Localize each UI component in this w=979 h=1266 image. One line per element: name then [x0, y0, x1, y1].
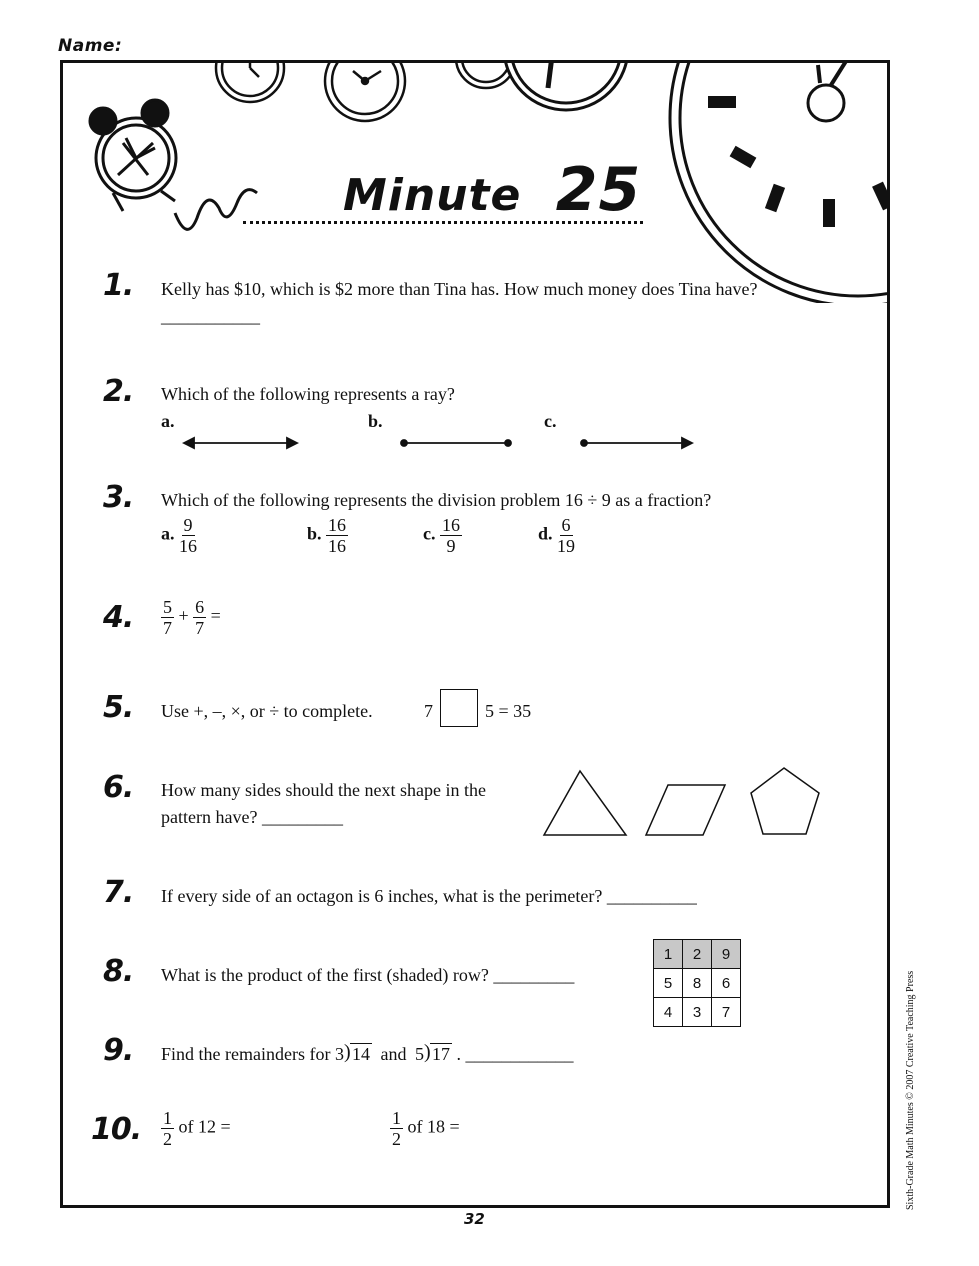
title-word: Minute	[343, 170, 522, 221]
q5-answer-box[interactable]	[440, 689, 478, 727]
q1-text	[161, 276, 881, 330]
q10-den2: 2	[392, 1129, 401, 1149]
worksheet-frame	[60, 60, 890, 1208]
q4-operator: +	[178, 605, 189, 626]
q3-option-d[interactable]	[538, 515, 575, 556]
q3-option-c[interactable]	[423, 515, 462, 556]
q6-number: 6.	[103, 770, 134, 805]
q10-part-a[interactable]	[161, 1108, 231, 1149]
q2-option-b-label[interactable]: b.	[368, 411, 383, 431]
grid-cell: 7	[712, 998, 741, 1027]
denominator: 19	[557, 536, 576, 556]
q9-question[interactable]	[161, 1041, 573, 1068]
divisor: 5	[414, 1044, 424, 1064]
q10-num2: 1	[392, 1108, 401, 1128]
q1-number: 1.	[103, 268, 134, 303]
parallelogram-icon	[646, 785, 725, 835]
clock-medium-icon	[504, 63, 628, 110]
q4-number: 4.	[103, 600, 134, 635]
q9-number: 9.	[103, 1033, 134, 1068]
grid-cell: 4	[654, 998, 683, 1027]
denominator: 16	[179, 536, 197, 556]
numerator: 16	[442, 515, 460, 535]
q5-right-side: 5 = 35	[485, 701, 532, 721]
q2-line-figures	[178, 433, 698, 453]
q3-option-a[interactable]	[161, 515, 197, 556]
q3-option-a-fraction	[179, 515, 197, 556]
q3-option-d-fraction	[557, 515, 575, 556]
q2-question: Which of the following represents a ray?	[161, 384, 455, 404]
q10-text1: of 12 =	[178, 1116, 231, 1137]
q10-number: 10.	[91, 1112, 142, 1147]
grid-row	[654, 998, 741, 1027]
q9-long-division-2: 5 ) 17	[414, 1041, 450, 1064]
dividend: 17	[431, 1044, 450, 1064]
q1-answer-blank[interactable]: ___________	[161, 306, 260, 326]
q3-option-b[interactable]	[307, 515, 348, 556]
grid-cell: 1	[654, 940, 683, 969]
q8-number: 8.	[103, 954, 134, 989]
q6-line2[interactable]: pattern have? _________	[161, 807, 343, 827]
name-label: Name:	[58, 36, 123, 56]
clock-large-icon	[670, 63, 890, 303]
clock-small-2-icon	[325, 63, 405, 121]
title-number: 25	[555, 155, 642, 225]
alarm-clock-icon	[90, 100, 257, 229]
page-number: 32	[464, 1210, 485, 1228]
triangle-icon	[544, 771, 626, 835]
line-segment-icon	[401, 440, 511, 446]
denominator: 16	[328, 536, 347, 556]
q6-shapes	[538, 763, 828, 843]
q3-option-a-label: a.	[161, 523, 175, 544]
q10-num: 1	[163, 1108, 172, 1128]
q7-number: 7.	[103, 875, 134, 910]
q5-number: 5.	[103, 690, 134, 725]
q4-num1: 5	[163, 597, 172, 617]
q2-number: 2.	[103, 374, 134, 409]
q8-question[interactable]: What is the product of the first (shaded) row? _________	[161, 965, 575, 985]
q10-den: 2	[163, 1129, 172, 1149]
page-title	[343, 155, 641, 225]
q3-option-b-label: b.	[307, 523, 322, 544]
q10-text2: of 18 =	[407, 1116, 460, 1137]
q9-answer-blank[interactable]: . ____________	[456, 1044, 574, 1064]
q1-question: Kelly has $10, which is $2 more than Tina has. How much money does Tina have?	[161, 279, 758, 299]
q9-text: Find the remainders for	[161, 1044, 331, 1064]
q4-equals: =	[210, 605, 221, 626]
numerator: 6	[561, 515, 571, 535]
q7-question[interactable]: If every side of an octagon is 6 inches, what is the perimeter? __________	[161, 886, 697, 906]
q2-option-c-label[interactable]: c.	[544, 411, 557, 431]
q9-and: and	[380, 1044, 407, 1064]
grid-cell: 3	[683, 998, 712, 1027]
q3-option-c-label: c.	[423, 523, 436, 544]
copyright-credit: Sixth-Grade Math Minutes © 2007 Creative Teaching Press	[905, 970, 916, 1210]
title-dotted-rule	[243, 221, 643, 224]
q5-question: Use +, –, ×, or ÷ to complete.	[161, 701, 373, 721]
q4-den1: 7	[163, 618, 172, 638]
grid-cell: 5	[654, 969, 683, 998]
ray-icon	[581, 438, 692, 448]
q3-option-b-fraction	[326, 515, 348, 556]
grid-cell: 9	[712, 940, 741, 969]
divisor: 3	[334, 1044, 344, 1064]
grid-cell: 2	[683, 940, 712, 969]
q3-number: 3.	[103, 480, 134, 515]
clock-small-1-icon	[216, 63, 284, 102]
numerator: 9	[183, 515, 193, 535]
grid-cell: 8	[683, 969, 712, 998]
q9-long-division-1: 3 ) 14	[334, 1041, 370, 1064]
q4-expression	[161, 597, 221, 638]
q8-number-grid	[653, 939, 741, 1027]
grid-row-shaded	[654, 940, 741, 969]
line-with-two-arrows-icon	[184, 438, 297, 448]
q5-left-operand: 7	[424, 701, 433, 721]
denominator: 9	[446, 536, 456, 556]
q6-question	[161, 777, 486, 831]
q3-option-d-label: d.	[538, 523, 553, 544]
q3-question: Which of the following represents the division problem 16 ÷ 9 as a fraction?	[161, 490, 712, 510]
q2-option-a-label[interactable]: a.	[161, 411, 175, 431]
grid-row	[654, 969, 741, 998]
q4-num2: 6	[195, 597, 205, 617]
grid-cell: 6	[712, 969, 741, 998]
q6-line1: How many sides should the next shape in the	[161, 780, 486, 800]
q4-den2: 7	[195, 618, 205, 638]
dividend: 14	[351, 1044, 370, 1064]
numerator: 16	[328, 515, 347, 535]
q10-part-b[interactable]	[390, 1108, 460, 1149]
pentagon-icon	[751, 768, 819, 834]
q3-option-c-fraction	[440, 515, 462, 556]
